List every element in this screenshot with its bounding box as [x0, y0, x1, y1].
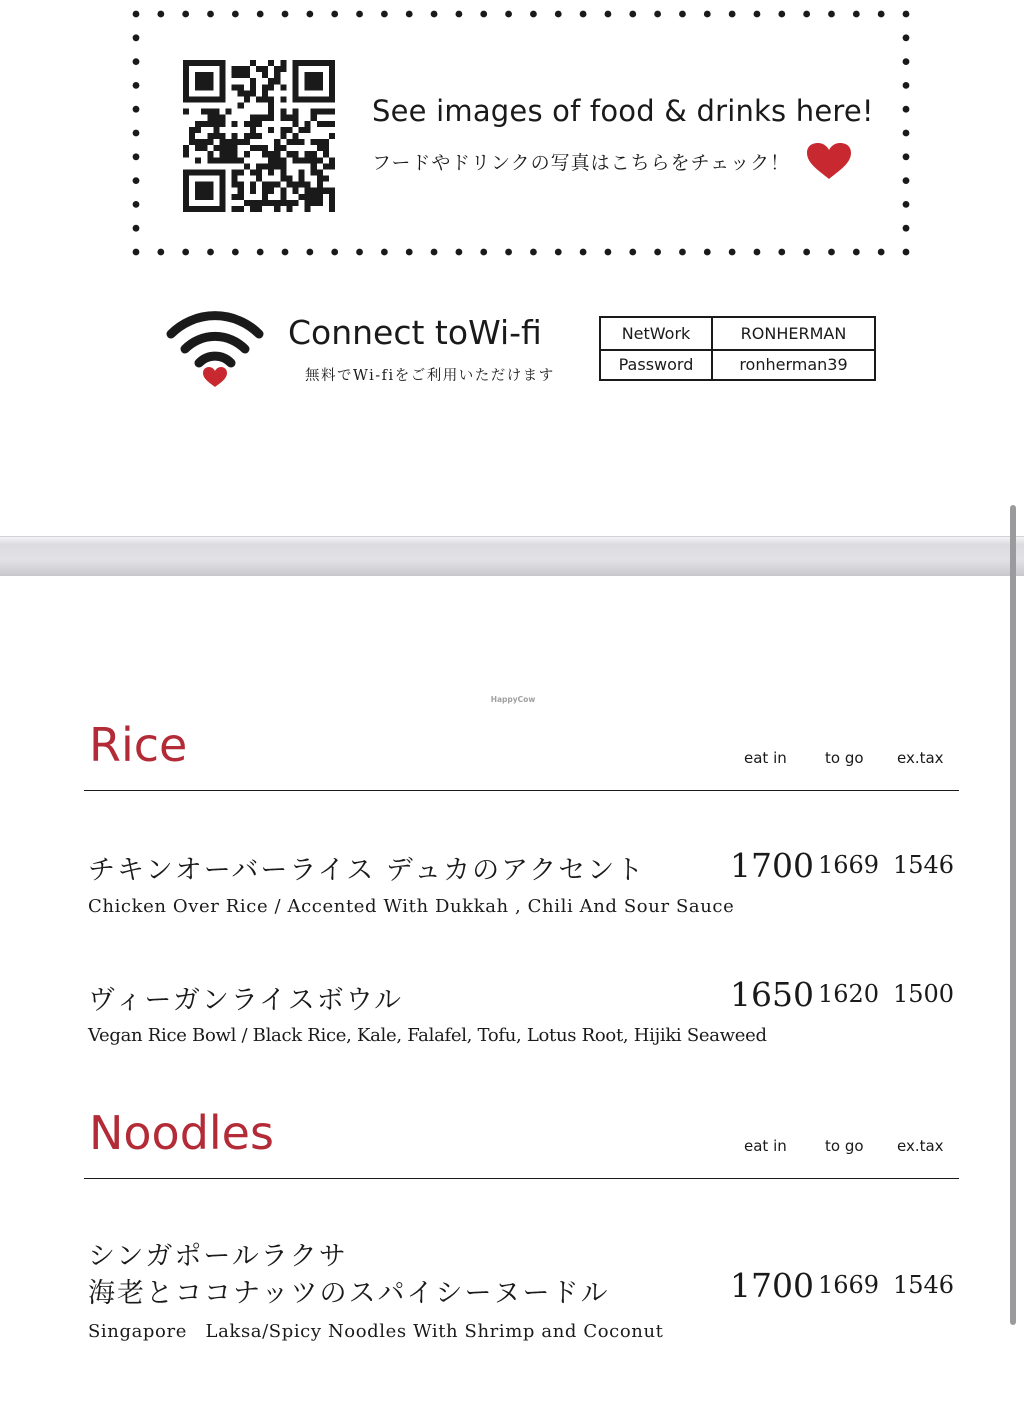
password-row [601, 349, 874, 380]
wifi-icon [165, 305, 265, 390]
price-to-go: 1620 [818, 980, 880, 1008]
col-head-eat-in: eat in [744, 1137, 787, 1155]
watermark: HappyCow [490, 695, 536, 704]
item-name-en: Singapore Laksa/Spicy Noodles With Shrimp and Coconut [88, 1321, 664, 1342]
col-head-to-go: to go [825, 1137, 864, 1155]
col-head-ex-tax: ex.tax [897, 749, 944, 767]
page-divider [0, 536, 1024, 576]
wifi-credentials-table [599, 316, 876, 381]
item-name-en: Vegan Rice Bowl / Black Rice, Kale, Falafel, Tofu, Lotus Root, Hijiki Seaweed [88, 1025, 767, 1046]
password-value[interactable]: ronherman39 [739, 355, 848, 374]
price-eat-in: 1650 [730, 975, 814, 1014]
scrollbar[interactable] [1010, 505, 1016, 1325]
promo-headline: See images of food & drinks here! [372, 94, 874, 128]
item-name-ja: シンガポールラクサ [88, 1241, 348, 1272]
col-head-to-go: to go [825, 749, 864, 767]
price-ex-tax: 1546 [893, 1271, 955, 1299]
price-ex-tax: 1546 [893, 851, 955, 879]
price-ex-tax: 1500 [893, 980, 955, 1008]
section-title-rice: Rice [89, 718, 188, 772]
wifi-heart-icon [203, 367, 227, 387]
item-name-en: Chicken Over Rice / Accented With Dukkah , Chili And Sour Sauce [88, 896, 735, 917]
item-description-ja: 海老とココナッツのスパイシーヌードル [88, 1278, 610, 1309]
item-name-ja: ヴィーガンライスボウル [88, 985, 403, 1016]
wifi-title: Connect toWi-fi [288, 313, 542, 352]
qr-code-icon[interactable] [183, 60, 335, 212]
network-label: NetWork [601, 318, 713, 349]
price-to-go: 1669 [818, 1271, 880, 1299]
col-head-ex-tax: ex.tax [897, 1137, 944, 1155]
network-value[interactable]: RONHERMAN [740, 324, 847, 343]
price-to-go: 1669 [818, 851, 880, 879]
heart-icon [805, 142, 853, 180]
password-label: Password [601, 349, 713, 380]
section-title-noodles: Noodles [89, 1106, 274, 1160]
section-rule [84, 790, 959, 791]
price-eat-in: 1700 [730, 1266, 814, 1305]
col-head-eat-in: eat in [744, 749, 787, 767]
price-eat-in: 1700 [730, 846, 814, 885]
wifi-subtitle: 無料でWi-fiをご利用いただけます [305, 368, 555, 384]
item-name-ja: チキンオーバーライス デュカのアクセント [88, 855, 646, 886]
network-row [601, 318, 874, 351]
promo-headline-ja: フードやドリンクの写真はこちらをチェック！ [372, 152, 791, 174]
section-rule [84, 1178, 959, 1179]
